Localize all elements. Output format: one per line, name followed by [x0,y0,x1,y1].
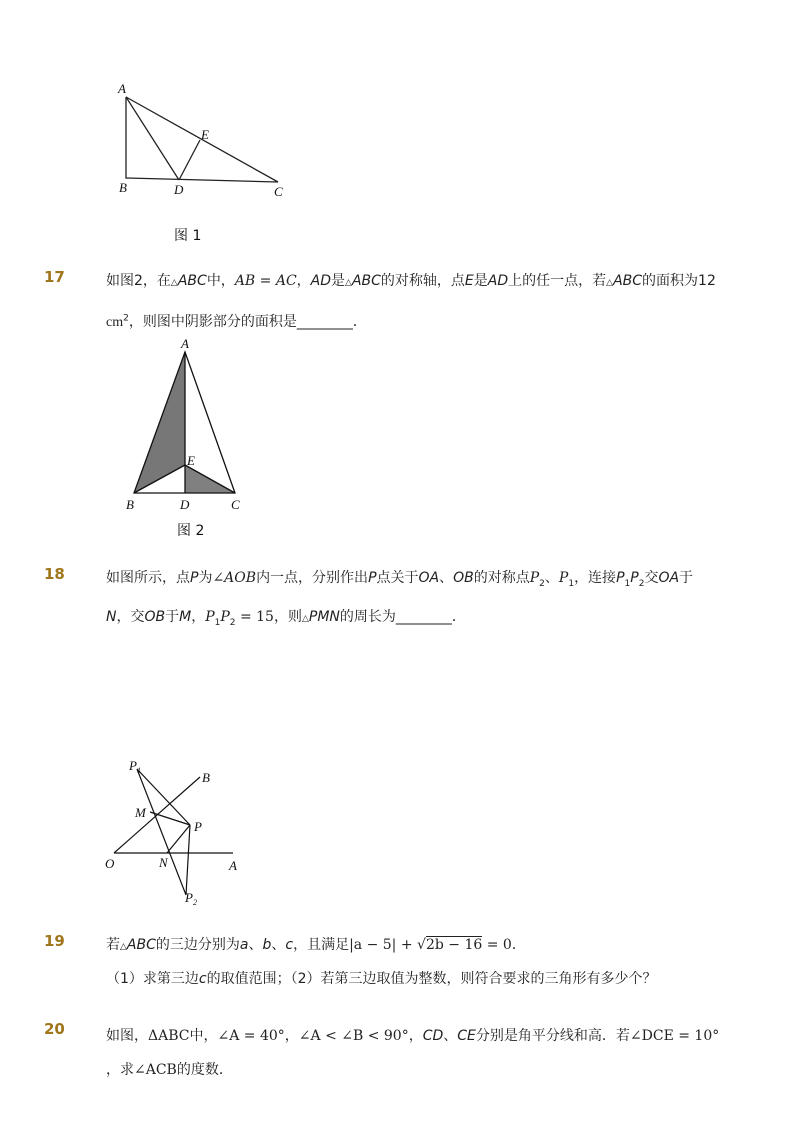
question-19-number: 19 [44,932,65,950]
question-19-line-1: 若△ABC的三边分别为a、b、c，且满足|a − 5| + √2b − 16 = 0． [106,937,526,953]
fig1-label-c: C [274,184,283,199]
fig1-label-b: B [119,180,127,195]
fig1-label-e: E [201,127,209,142]
answer-blank-18[interactable]: ________ [395,609,452,625]
fig2-label-d: D [180,497,190,512]
question-20-number: 20 [44,1020,65,1038]
fig3-label-p: P [194,819,202,834]
figure-3 [100,755,245,910]
fig3-label-n: N [159,855,168,870]
question-18-line-2: N，交OB于M，$P_1P_2 = 15$，则△PMN的周长为________． [106,609,466,628]
fig1-label-a: A [118,81,126,96]
fig3-label-o: O [105,856,115,871]
question-17-number: 17 [44,268,65,286]
question-20-line-2: ，求∠ACB的度数． [106,1062,233,1078]
fig3-label-a: A [229,858,237,873]
answer-blank-17[interactable]: ________ [296,314,353,330]
fig1-label-d: D [174,182,184,197]
fig3-label-p2: $P_2$ [185,890,197,907]
figure-2 [120,335,250,515]
fig3-label-m: M [135,805,146,820]
fig2-label-b: B [126,497,134,512]
fig2-label-e: E [187,453,195,468]
figure-1-caption: 图 1 [174,228,202,244]
fig3-label-b: B [202,770,210,785]
question-18-number: 18 [44,565,65,583]
question-17-line-2: $cm^2$，则图中阴影部分的面积是________． [106,313,367,330]
question-17-line-1: 如图2，在△ABC中，AB = AC，AD是△ABC的对称轴，点E是AD上的任一点，若△ABC的面积为12 [106,273,716,289]
figure-2-caption: 图 2 [177,523,205,539]
figure-1 [110,80,300,205]
fig2-label-c: C [231,497,240,512]
fig2-label-a: A [181,336,189,351]
question-19-line-2: （1）求第三边c的取值范围；（2）若第三边取值为整数，则符合要求的三角形有多少个？ [106,971,657,987]
fig3-label-p1: $P_1$ [129,758,141,775]
question-18-line-1: 如图所示，点P为∠AOB内一点，分别作出P点关于OA、OB的对称点$P_2$、$P_1$，连接$P_1P_2$交OA于 [106,570,694,589]
question-20-line-1: 如图，ΔABC中，∠A = 40°，∠A < ∠B < 90°，CD、CE分别是角平分线和高．若∠DCE = 10° [106,1028,720,1044]
